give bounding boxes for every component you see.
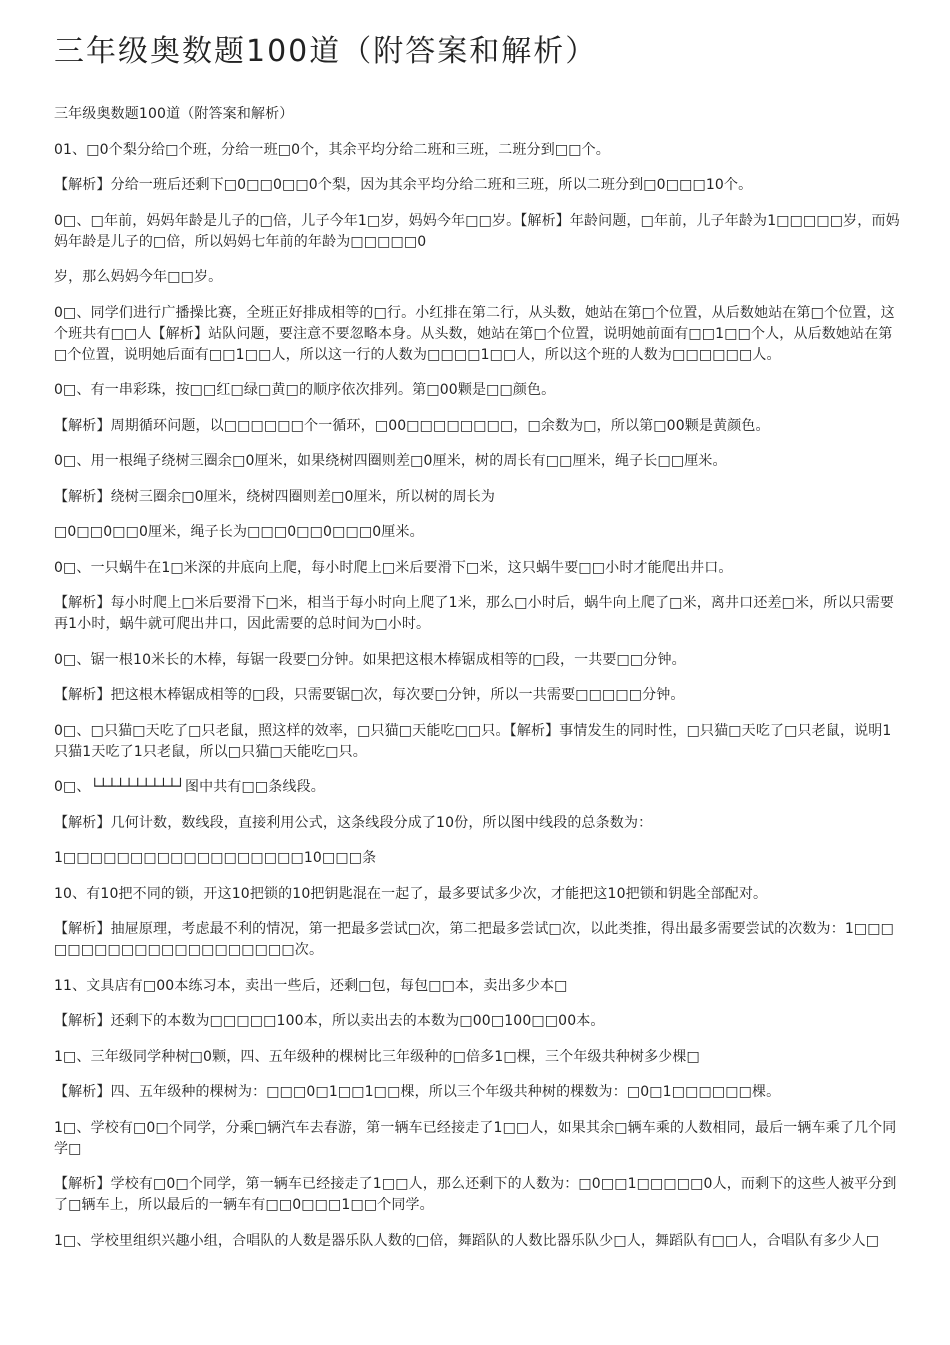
analysis-paragraph: 【解析】周期循环问题，以□□□□□□个一循环，□00□□□□□□□□，□余数为□，所以第□00颗是黄颜色。 xyxy=(54,417,770,434)
question-paragraph: 01、□0个梨分给□个班，分给一班□0个，其余平均分给二班和三班，二班分到□□个。 xyxy=(54,141,610,158)
analysis-paragraph: 【解析】还剩下的本数为□□□□□100本，所以卖出去的本数为□00□100□□00本。 xyxy=(54,1013,605,1029)
analysis-paragraph: 【解析】学校有□0□个同学，第一辆车已经接走了1□□人，那么还剩下的人数为：□0□□1□□□□□0人，而剩下的这些人被平分到了□辆车上，所以最后的一辆车有□□0□□□1□□个同学。 xyxy=(54,1176,897,1213)
question-paragraph: 1□□□□□□□□□□□□□□□□□□10□□□条 xyxy=(54,850,377,866)
question-paragraph: □0□□0□□0厘米，绳子长为□□□0□□0□□□0厘米。 xyxy=(54,524,424,540)
question-paragraph: 岁，那么妈妈今年□□岁。 xyxy=(54,269,223,285)
question-paragraph: 0□、同学们进行广播操比赛，全班正好排成相等的□行。小红排在第二行，从头数，她站在第□个位置，从后数她站在第□个位置，这个班共有□□人【解析】站队问题，要注意不要忽略本身。从头数，她站在第□个位置，说明她前面有□□1□□个人，从后数她站在第□个位置，说明她后面有□□1□□人，所以这一行的人数为□□□□1□□人，所以这个班的人数为□□□□□□人。 xyxy=(54,304,895,363)
document-title: 三年级奥数题100道（附答案和解析） xyxy=(54,34,598,69)
question-paragraph: 1□、学校里组织兴趣小组，合唱队的人数是器乐队人数的□倍，舞蹈队的人数比器乐队少□人，舞蹈队有□□人，合唱队有多少人□ xyxy=(54,1232,880,1249)
document-subtitle: 三年级奥数题100道（附答案和解析） xyxy=(54,106,294,122)
analysis-paragraph: 【解析】每小时爬上□米后要滑下□米，相当于每小时向上爬了1米，那么□小时后，蜗牛向上爬了□米，离井口还差□米，所以只需要再1小时，蜗牛就可爬出井口，因此需要的总时间为□小时。 xyxy=(54,595,895,632)
analysis-paragraph: 【解析】把这根木棒锯成相等的□段，只需要锯□次，每次要□分钟，所以一共需要□□□□□分钟。 xyxy=(54,687,685,703)
analysis-paragraph: 【解析】四、五年级种的棵树为：□□□0□1□□1□□棵，所以三个年级共种树的棵数为：□0□1□□□□□□棵。 xyxy=(54,1084,781,1100)
question-paragraph: 0□、一只蜗牛在1□米深的井底向上爬，每小时爬上□米后要滑下□米，这只蜗牛要□□小时才能爬出井口。 xyxy=(54,559,733,576)
question-paragraph: 0□、用一根绳子绕树三圈余□0厘米，如果绕树四圈则差□0厘米，树的周长有□□厘米，绳子长□□厘米。 xyxy=(54,453,727,469)
question-paragraph: 0□、有一串彩珠，按□□红□绿□黄□的顺序依次排列。第□00颗是□□颜色。 xyxy=(54,382,556,398)
analysis-paragraph: 【解析】几何计数，数线段，直接利用公式，这条线段分成了10份，所以图中线段的总条数为： xyxy=(54,814,653,831)
question-paragraph: 0□、└┴┴┴┴┴┴┴┴┴┘图中共有□□条线段。 xyxy=(54,779,325,795)
document-body xyxy=(54,104,900,1266)
analysis-paragraph: 【解析】绕树三圈余□0厘米，绕树四圈则差□0厘米，所以树的周长为 xyxy=(54,488,496,505)
question-paragraph: 0□、锯一根10米长的木棒，每锯一段要□分钟。如果把这根木棒锯成相等的□段，一共要□□分钟。 xyxy=(54,651,686,668)
question-paragraph: 0□、□年前，妈妈年龄是儿子的□倍，儿子今年1□岁，妈妈今年□□岁。【解析】年龄问题，□年前，儿子年龄为1□□□□□岁，而妈妈年龄是儿子的□倍，所以妈妈七年前的年龄为□□□□□0 xyxy=(54,212,900,250)
question-paragraph: 1□、三年级同学种树□0颗，四、五年级种的棵树比三年级种的□倍多1□棵，三个年级共种树多少棵□ xyxy=(54,1048,700,1065)
analysis-paragraph: 【解析】抽屉原理，考虑最不利的情况，第一把最多尝试□次，第二把最多尝试□次，以此类推，得出最多需要尝试的次数为：1□□□□□□□□□□□□□□□□□□□□□次。 xyxy=(54,921,895,958)
question-paragraph: 0□、□只猫□天吃了□只老鼠，照这样的效率，□只猫□天能吃□□只。【解析】事情发生的同时性，□只猫□天吃了□只老鼠，说明1只猫1天吃了1只老鼠，所以□只猫□天能吃□只。 xyxy=(54,722,892,760)
analysis-paragraph: 【解析】分给一班后还剩下□0□□0□□0个梨，因为其余平均分给二班和三班，所以二班分到□0□□□10个。 xyxy=(54,177,753,193)
question-paragraph: 10、有10把不同的锁，开这10把锁的10把钥匙混在一起了，最多要试多少次，才能把这10把锁和钥匙全部配对。 xyxy=(54,885,768,902)
question-paragraph: 1□、学校有□0□个同学，分乘□辆汽车去春游，第一辆车已经接走了1□□人，如果其余□辆车乘的人数相同，最后一辆车乘了几个同学□ xyxy=(54,1119,897,1157)
question-paragraph: 11、文具店有□00本练习本，卖出一些后，还剩□包，每包□□本，卖出多少本□ xyxy=(54,977,568,994)
